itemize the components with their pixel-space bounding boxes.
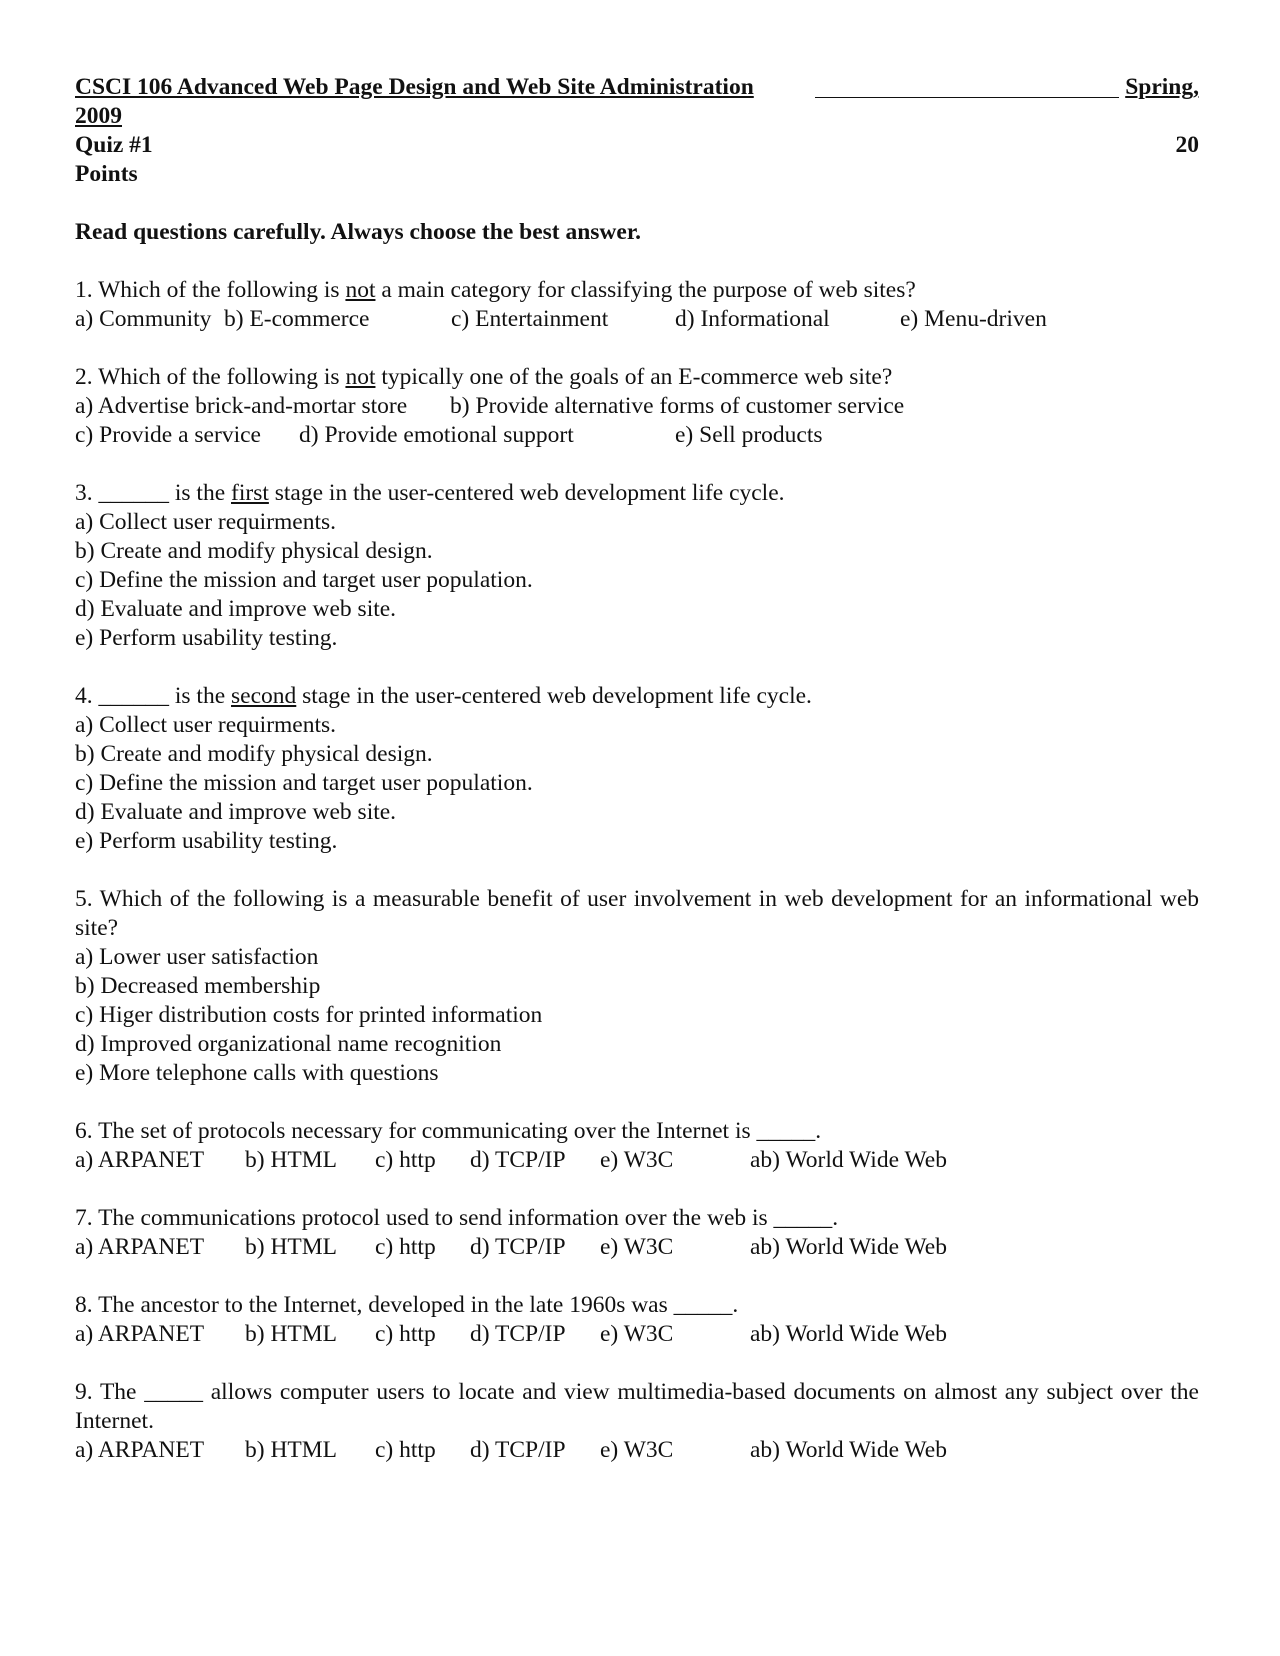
- q5-option-a: a) Lower user satisfaction: [75, 944, 319, 970]
- question-4: 4. ______ is the second stage in the user-centered web development life cycle.: [75, 683, 812, 709]
- q1-option-a: a) Community: [75, 306, 212, 332]
- q9-option-b: b) HTML: [245, 1437, 338, 1463]
- q1-option-b: b) E-commerce: [224, 306, 370, 332]
- q4-option-c: c) Define the mission and target user population.: [75, 770, 533, 796]
- question-5: 5. Which of the following is a measurable benefit of user involvement in web development for an informational web site?: [75, 886, 1199, 941]
- q6-option-a: a) ARPANET: [75, 1147, 205, 1173]
- question-2: 2. Which of the following is not typically one of the goals of an E-commerce web site?: [75, 364, 893, 390]
- q3-option-e: e) Perform usability testing.: [75, 625, 338, 651]
- q1-option-d: d) Informational: [675, 306, 830, 332]
- q3-option-b: b) Create and modify physical design.: [75, 538, 433, 564]
- q8-option-b: b) HTML: [245, 1321, 338, 1347]
- points-label: Points: [75, 161, 138, 187]
- semester: Spring,: [1125, 74, 1199, 100]
- q5-option-d: d) Improved organizational name recognition: [75, 1031, 502, 1057]
- q8-option-ab: ab) World Wide Web: [750, 1321, 947, 1347]
- quiz-document: [75, 73, 1199, 1465]
- q3-option-d: d) Evaluate and improve web site.: [75, 596, 397, 622]
- q3-option-c: c) Define the mission and target user population.: [75, 567, 533, 593]
- course-title: CSCI 106 Advanced Web Page Design and Web Site Administration: [75, 74, 754, 100]
- header-course-line: [75, 73, 1199, 102]
- question-9: 9. The _____ allows computer users to locate and view multimedia-based documents on almost any subject over the Internet.: [75, 1379, 1199, 1434]
- q8-option-e: e) W3C: [600, 1321, 674, 1347]
- q7-option-c: c) http: [375, 1234, 436, 1260]
- question-8-options: [75, 1320, 1199, 1349]
- question-2-options-row1: [75, 392, 1199, 421]
- q7-option-b: b) HTML: [245, 1234, 338, 1260]
- question-6-options: [75, 1146, 1199, 1175]
- question-3: 3. ______ is the first stage in the user-centered web development life cycle.: [75, 480, 785, 506]
- q9-option-a: a) ARPANET: [75, 1437, 205, 1463]
- points-value: 20: [1175, 132, 1199, 158]
- q7-option-ab: ab) World Wide Web: [750, 1234, 947, 1260]
- quiz-title: Quiz #1: [75, 132, 153, 158]
- q9-option-d: d) TCP/IP: [470, 1437, 566, 1463]
- instructions: Read questions carefully. Always choose the best answer.: [75, 219, 641, 245]
- year: 2009: [75, 103, 122, 129]
- q5-option-c: c) Higer distribution costs for printed information: [75, 1002, 543, 1028]
- q6-option-e: e) W3C: [600, 1147, 674, 1173]
- question-8: 8. The ancestor to the Internet, developed in the late 1960s was _____.: [75, 1292, 739, 1318]
- q6-option-d: d) TCP/IP: [470, 1147, 566, 1173]
- q5-option-b: b) Decreased membership: [75, 973, 321, 999]
- q8-option-d: d) TCP/IP: [470, 1321, 566, 1347]
- q4-option-e: e) Perform usability testing.: [75, 828, 338, 854]
- q2-option-e: e) Sell products: [675, 422, 823, 448]
- q4-option-d: d) Evaluate and improve web site.: [75, 799, 397, 825]
- q2-option-d: d) Provide emotional support: [299, 422, 574, 448]
- q8-option-a: a) ARPANET: [75, 1321, 205, 1347]
- question-1: 1. Which of the following is not a main category for classifying the purpose of web sites?: [75, 277, 916, 303]
- question-2-options-row2: [75, 421, 1199, 450]
- q7-option-d: d) TCP/IP: [470, 1234, 566, 1260]
- q1-option-c: c) Entertainment: [451, 306, 609, 332]
- q9-option-e: e) W3C: [600, 1437, 674, 1463]
- question-7-options: [75, 1233, 1199, 1262]
- q9-option-c: c) http: [375, 1437, 436, 1463]
- q2-option-b: b) Provide alternative forms of customer service: [450, 393, 905, 419]
- q5-option-e: e) More telephone calls with questions: [75, 1060, 439, 1086]
- q4-option-b: b) Create and modify physical design.: [75, 741, 433, 767]
- question-1-options: [75, 305, 1199, 334]
- q3-option-a: a) Collect user requirments.: [75, 509, 337, 535]
- q6-option-c: c) http: [375, 1147, 436, 1173]
- question-9-options: [75, 1436, 1199, 1465]
- q1-option-e: e) Menu-driven: [900, 306, 1047, 332]
- q4-option-a: a) Collect user requirments.: [75, 712, 337, 738]
- question-6: 6. The set of protocols necessary for communicating over the Internet is _____.: [75, 1118, 822, 1144]
- q9-option-ab: ab) World Wide Web: [750, 1437, 947, 1463]
- q6-option-b: b) HTML: [245, 1147, 338, 1173]
- q7-option-e: e) W3C: [600, 1234, 674, 1260]
- quiz-title-line: [75, 131, 1199, 160]
- q2-option-a: a) Advertise brick-and-mortar store: [75, 393, 408, 419]
- q2-option-c: c) Provide a service: [75, 422, 261, 448]
- q7-option-a: a) ARPANET: [75, 1234, 205, 1260]
- q8-option-c: c) http: [375, 1321, 436, 1347]
- q6-option-ab: ab) World Wide Web: [750, 1147, 947, 1173]
- header-underline-rule: [815, 97, 1119, 98]
- question-7: 7. The communications protocol used to send information over the web is _____.: [75, 1205, 839, 1231]
